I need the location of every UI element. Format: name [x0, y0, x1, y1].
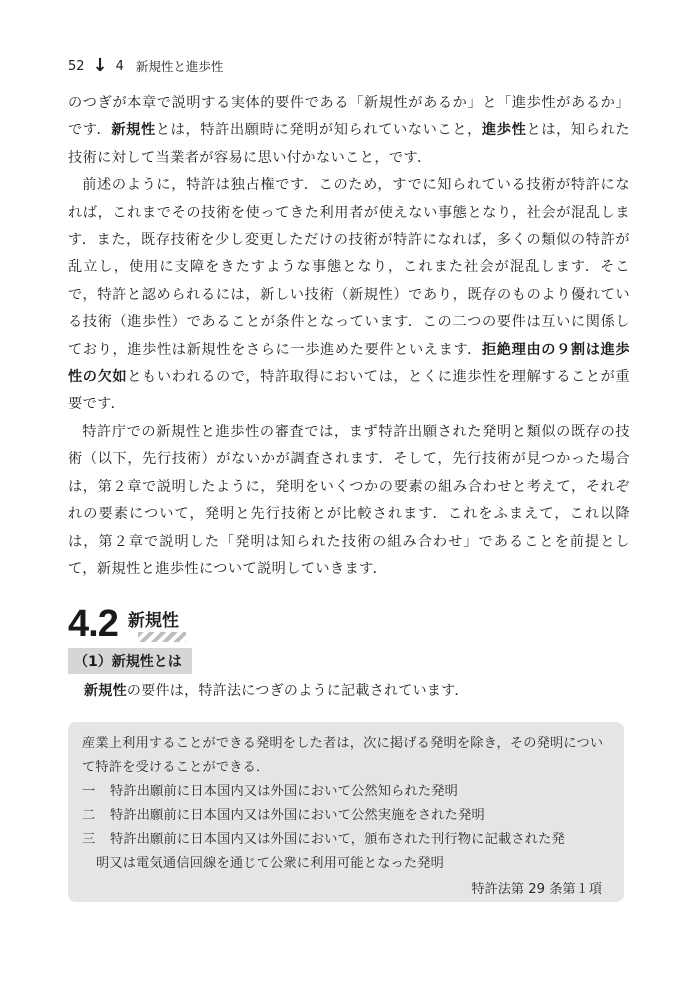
subsection-title: （1）新規性とは — [74, 654, 182, 670]
term-inventive-step: 進歩性 — [481, 122, 527, 139]
subsection-heading — [68, 648, 192, 674]
chapter-number: 4 — [115, 58, 124, 74]
quote-item-1 — [82, 780, 608, 804]
quote-item-3 — [82, 828, 608, 876]
section-title: 新規性 — [127, 611, 179, 631]
item-text-continuation: 明又は電気通信回線を通じて公衆に利用可能となった発明 — [96, 856, 445, 871]
emphasis-text: 拒絶理由の９割は進歩性の欠如 — [68, 341, 630, 386]
running-head — [68, 56, 223, 76]
chapter-title: 新規性と進歩性 — [135, 59, 224, 74]
item-text: 特許出願前に日本国内又は外国において公然実施をされた発明 — [110, 808, 485, 823]
quote-intro: 産業上利用することができる発明をした者は，次に掲げる発明を除き，その発明について特許を受けることができる． — [82, 736, 604, 775]
text-segment: 前述のように，特許は独占権です．このため，すでに知られている技術が特許になれば，これまでその技術を使ってきた利用者が使えない事態となり，社会が混乱します．また，既存技術を少し変更しただけの技術が特許になれば，多くの類似の特許が乱立し，使用に支障をきたすような事態となり，これまた社会が混乱します．そこで，特許と認められるには，新しい技術（新規性）であり，既存のものより優れている技術（進歩性）であることが条件となっています．この二つの要件は互いに関係しており，進歩性は新規性をさらに一歩進めた要件といえます． — [68, 177, 630, 358]
item-number: 一 — [82, 784, 96, 799]
page-number: 52 — [68, 58, 85, 74]
section-number: 4.2 — [68, 603, 118, 645]
section-title-wrap — [128, 604, 179, 644]
lead-sentence — [84, 678, 469, 704]
item-number: 三 — [82, 832, 96, 847]
quote-item-2 — [82, 804, 608, 828]
item-text: 特許出願前に日本国内又は外国において，頒布された刊行物に記載された発 — [110, 832, 565, 847]
paragraph-3 — [68, 419, 630, 583]
statute-quote-box — [68, 722, 624, 902]
text-segment: とは，特許出願時に発明が知られていないこと， — [155, 122, 482, 139]
item-number: 二 — [82, 808, 96, 823]
lead-rest: の要件は，特許法につぎのように記載されています． — [126, 683, 469, 699]
lead-term: 新規性 — [84, 683, 127, 699]
hatch-decoration — [138, 632, 186, 642]
text-segment: 特許庁での新規性と進歩性の審査では，まず特許出願された発明と類似の既存の技術（以下，先行技術）がないかが調査されます．そして，先行技術が見つかった場合は，第２章で説明したように，発明をいくつかの要素の組み合わせと考えて，それぞれの要素について，発明と先行技術とが比較されます．これをふまえて，これ以降は，第２章で説明した「発明は知られた技術の組み合わせ」であることを前提として，新規性と進歩性について説明していきます． — [68, 423, 630, 577]
paragraph-1 — [68, 90, 630, 172]
item-text: 特許出願前に日本国内又は外国において公然知られた発明 — [110, 784, 459, 799]
text-segment: ともいわれるので，特許取得においては，とくに進歩性を理解することが重要です． — [68, 369, 630, 413]
down-arrow-icon: ↓ — [92, 55, 108, 76]
item-text-wrap — [96, 828, 608, 876]
body-text — [68, 90, 630, 583]
text-segment: のつぎが本章で説明する実体的要件である「新規性があるか」と「進歩性があるか」です． — [68, 95, 630, 139]
term-novelty: 新規性 — [111, 122, 156, 139]
paragraph-2 — [68, 172, 630, 419]
quote-source: 特許法第 29 条第１項 — [471, 882, 602, 897]
text-segment: とは，知られた技術に対して当業者が容易に思い付かないこと，です． — [68, 122, 630, 166]
section-heading — [68, 600, 179, 644]
